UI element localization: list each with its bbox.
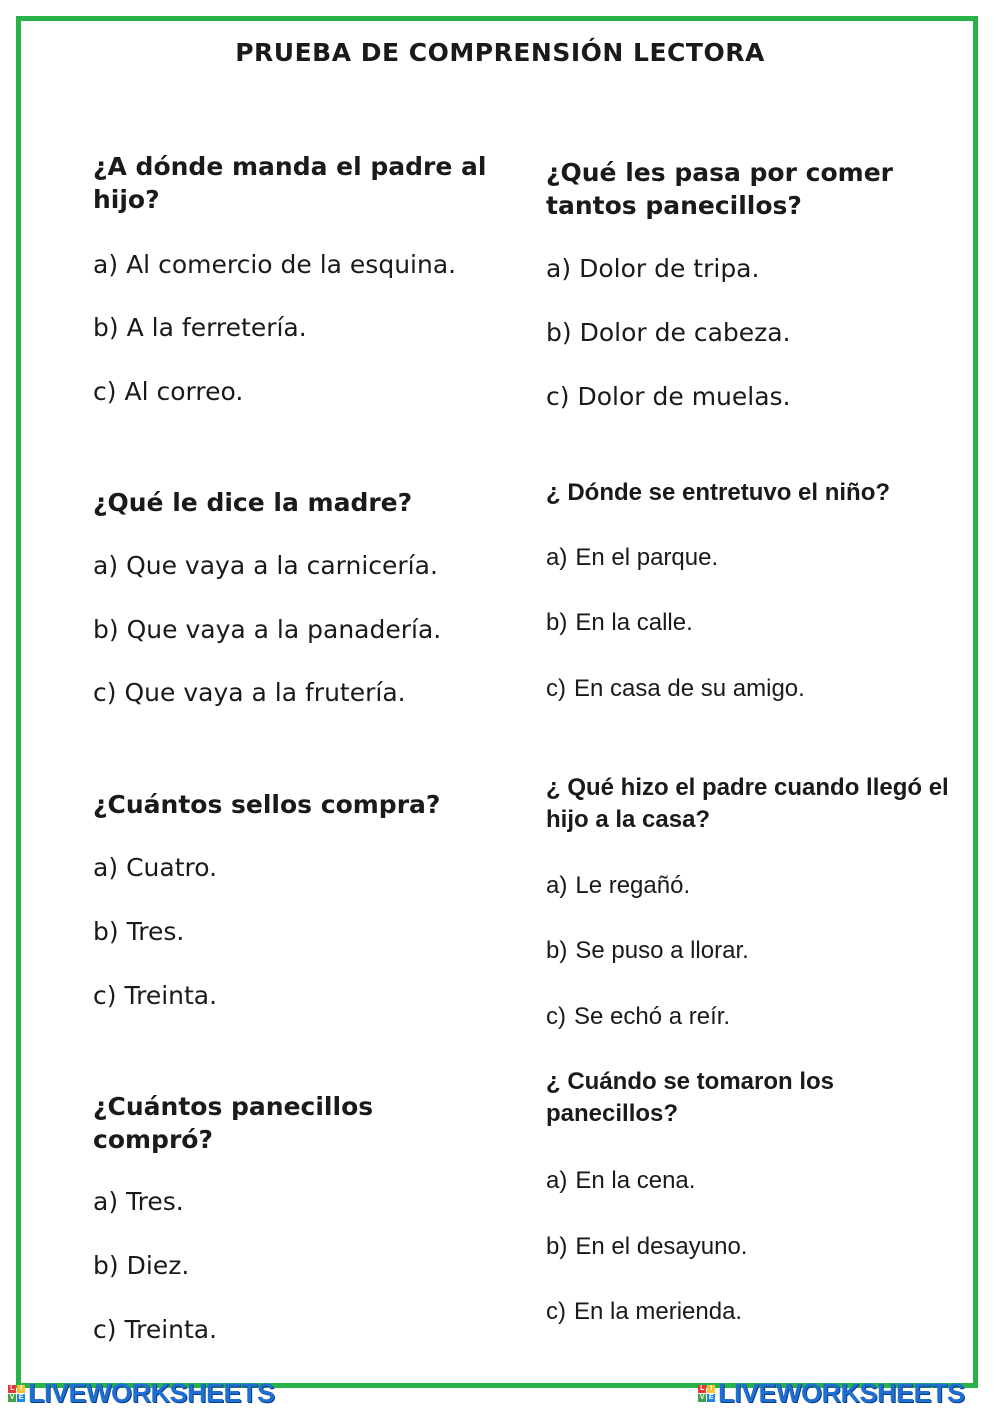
option-right-3-a[interactable] xyxy=(546,871,690,901)
option-left-1-c[interactable] xyxy=(93,377,243,407)
watermark-text: LIVEWORKSHEETS xyxy=(28,1378,275,1408)
liveworksheets-logo-icon: L I V E xyxy=(699,1385,714,1401)
option-left-4-a[interactable] xyxy=(93,1187,184,1217)
option-left-4-c[interactable] xyxy=(93,1315,217,1345)
option-right-2-b[interactable] xyxy=(546,608,693,638)
question-left-4: ¿Cuántos panecillos compró? xyxy=(93,1092,374,1154)
option-left-1-a[interactable] xyxy=(93,250,456,280)
option-text: En el parque. xyxy=(575,544,719,571)
option-text: Que vaya a la carnicería. xyxy=(126,551,438,580)
option-letter: b) xyxy=(93,615,119,644)
option-text: Al correo. xyxy=(124,377,244,406)
option-letter: c) xyxy=(93,981,117,1010)
option-letter: c) xyxy=(546,1298,566,1325)
option-text: A la ferretería. xyxy=(126,313,307,342)
watermark-right xyxy=(698,1378,965,1409)
option-letter: a) xyxy=(93,853,119,882)
option-text: Diez. xyxy=(126,1251,190,1280)
option-letter: a) xyxy=(546,254,572,283)
option-text: Treinta. xyxy=(124,981,218,1010)
option-left-1-b[interactable] xyxy=(93,313,307,343)
option-letter: a) xyxy=(93,250,119,279)
option-text: Que vaya a la frutería. xyxy=(124,678,406,707)
option-letter: c) xyxy=(546,1003,566,1030)
watermark-text: LIVEWORKSHEETS xyxy=(718,1378,965,1408)
option-left-3-b[interactable] xyxy=(93,917,184,947)
option-text: Tres. xyxy=(126,1187,184,1216)
option-right-4-c[interactable] xyxy=(546,1297,742,1327)
option-right-1-c[interactable] xyxy=(546,382,791,412)
option-letter: b) xyxy=(546,1233,568,1260)
option-right-4-b[interactable] xyxy=(546,1232,747,1262)
watermark-left xyxy=(8,1378,275,1409)
option-letter: a) xyxy=(93,551,119,580)
question-left-1: ¿A dónde manda el padre al hijo? xyxy=(93,152,487,214)
liveworksheets-logo-icon: L I V E xyxy=(9,1385,24,1401)
option-text: En la calle. xyxy=(575,609,693,636)
question-left-3: ¿Cuántos sellos compra? xyxy=(93,790,441,819)
option-left-2-a[interactable] xyxy=(93,551,438,581)
option-letter: c) xyxy=(93,678,117,707)
page-title: PRUEBA DE COMPRENSIÓN LECTORA xyxy=(235,38,765,67)
option-text: En casa de su amigo. xyxy=(574,675,805,702)
option-text: Cuatro. xyxy=(126,853,218,882)
option-right-1-a[interactable] xyxy=(546,254,759,284)
option-text: Que vaya a la panadería. xyxy=(126,615,442,644)
option-text: En el desayuno. xyxy=(575,1233,748,1260)
option-letter: b) xyxy=(546,937,568,964)
question-left-2: ¿Qué le dice la madre? xyxy=(93,488,413,517)
option-text: Al comercio de la esquina. xyxy=(126,250,457,279)
option-text: Se echó a reír. xyxy=(574,1003,731,1030)
option-letter: b) xyxy=(93,313,119,342)
option-letter: b) xyxy=(546,609,568,636)
option-text: Tres. xyxy=(126,917,185,946)
option-left-2-b[interactable] xyxy=(93,615,441,645)
option-letter: a) xyxy=(546,544,568,571)
option-text: En la cena. xyxy=(575,1167,696,1194)
option-left-4-b[interactable] xyxy=(93,1251,189,1281)
option-right-3-c[interactable] xyxy=(546,1002,730,1032)
question-right-4: ¿ Cuándo se tomaron los panecillos? xyxy=(546,1068,835,1127)
option-text: En la merienda. xyxy=(574,1298,743,1325)
option-text: Dolor de cabeza. xyxy=(579,318,791,347)
option-letter: c) xyxy=(93,1315,117,1344)
option-left-3-c[interactable] xyxy=(93,981,217,1011)
option-text: Dolor de muelas. xyxy=(577,382,791,411)
option-letter: a) xyxy=(546,872,568,899)
question-right-1: ¿Qué les pasa por comer tantos panecillos? xyxy=(546,158,893,220)
option-letter: c) xyxy=(546,675,566,702)
option-right-4-a[interactable] xyxy=(546,1166,695,1196)
option-text: Le regañó. xyxy=(575,872,691,899)
option-letter: a) xyxy=(546,1167,568,1194)
option-letter: c) xyxy=(93,377,117,406)
option-right-2-a[interactable] xyxy=(546,543,718,573)
option-letter: b) xyxy=(546,318,572,347)
question-right-2: ¿ Dónde se entretuvo el niño? xyxy=(546,479,891,506)
option-letter: b) xyxy=(93,917,119,946)
option-left-2-c[interactable] xyxy=(93,678,406,708)
option-text: Se puso a llorar. xyxy=(575,937,749,964)
option-letter: b) xyxy=(93,1251,119,1280)
option-right-2-c[interactable] xyxy=(546,674,805,704)
option-left-3-a[interactable] xyxy=(93,853,217,883)
option-right-3-b[interactable] xyxy=(546,936,749,966)
option-text: Treinta. xyxy=(124,1315,218,1344)
option-text: Dolor de tripa. xyxy=(579,254,760,283)
question-right-3: ¿ Qué hizo el padre cuando llegó el hijo a la casa? xyxy=(546,774,949,833)
option-letter: a) xyxy=(93,1187,119,1216)
option-right-1-b[interactable] xyxy=(546,318,791,348)
option-letter: c) xyxy=(546,382,570,411)
